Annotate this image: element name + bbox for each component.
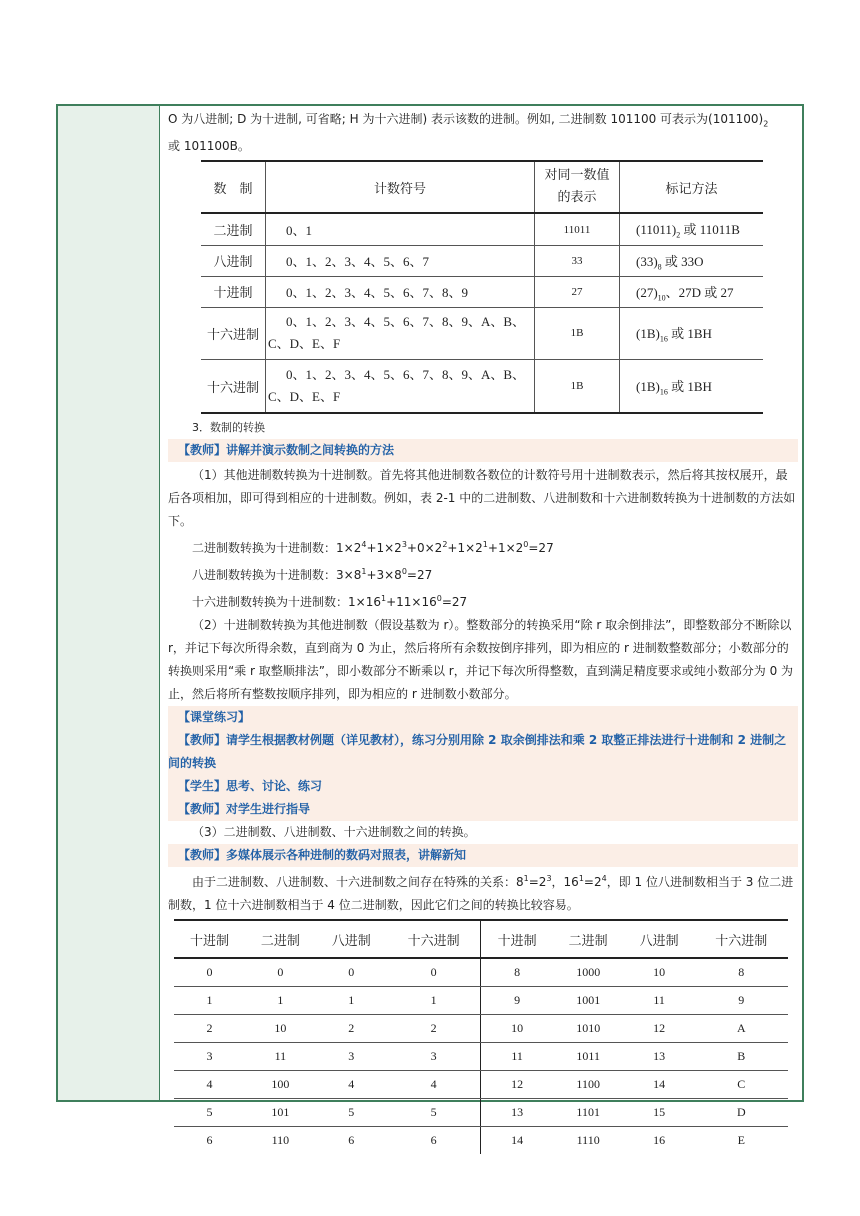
table-cell: 5	[316, 1099, 387, 1127]
t2-header: 十六进制	[387, 920, 481, 958]
paragraph: （3）二进制数、八进制数、十六进制数之间的转换。	[192, 825, 476, 840]
t1-cell: 二进制	[201, 213, 266, 245]
t1-header-mark: 标记方法	[620, 161, 764, 213]
table-cell: 100	[245, 1071, 316, 1099]
table-cell: C	[695, 1071, 788, 1099]
t2-header: 十进制	[481, 920, 553, 958]
t2-header: 十六进制	[695, 920, 788, 958]
table-cell: 5	[174, 1099, 245, 1127]
t1-cell: 27	[535, 276, 620, 307]
table-row	[174, 1015, 788, 1043]
t1-cell: 十六进制	[201, 307, 266, 359]
table-cell: A	[695, 1015, 788, 1043]
table-cell: 4	[174, 1071, 245, 1099]
table-cell: 101	[245, 1099, 316, 1127]
table-cell: 1	[387, 987, 481, 1015]
table-cell: 9	[481, 987, 553, 1015]
table-cell: 11	[481, 1043, 553, 1071]
t1-cell: 十六进制	[201, 359, 266, 413]
t2-header: 八进制	[316, 920, 387, 958]
table-cell: 0	[174, 958, 245, 987]
paragraph: （1）其他进制数转换为十进制数。首先将其他进制数各数位的计数符号用十进制数表示，然后将其按权展开，最后各项相加，即可得到相应的十进制数。例如，表 2-1 中的二进制数、八进制数和十六进制数转换为十进制数的方法如下。	[168, 468, 796, 529]
table-cell: 2	[174, 1015, 245, 1043]
t1-cell: $(1B)_{16}$ 或 1BH	[620, 307, 764, 359]
paragraph: （2）十进制数转换为其他进制数（假设基数为 r）。整数部分的转换采用“除 r 取余倒排法”，即整数部分不断除以 r，并记下每次所得余数，直到商为 0 为止，然后将所有余数按倒序排列，即为相应的 r 进制数整数部分；小数部分的转换则采用“乘 r 取整顺排法”，即小数部分不断乘以 r，并记下每次所得整数，直到满足精度要求或纯小数部分为 0 为止，然后将所有整数按顺序排列，即为相应的 r 进制数小数部分。	[168, 618, 794, 702]
table-cell: 1010	[553, 1015, 624, 1043]
table-cell: 8	[481, 958, 553, 987]
table-cell: B	[695, 1043, 788, 1071]
table-cell: 2	[316, 1015, 387, 1043]
left-column	[58, 106, 160, 1100]
table-cell: 3	[174, 1043, 245, 1071]
table-cell: 3	[316, 1043, 387, 1071]
paragraph: 由于二进制数、八进制数、十六进制数之间存在特殊的关系：$8^1=2^3$，$16^1=2^4$，即 1 位八进制数相当于 3 位二进制数，1 位十六进制数相当于 4 位二进制数，因此它们之间的转换比较容易。	[168, 874, 794, 913]
formula-octal: 八进制数转换为十进制数：$3\times 8^1+3\times 8^0=27$	[192, 567, 433, 583]
intro-line2: 或 101100B。	[168, 139, 250, 154]
t1-header-symbols: 计数符号	[266, 161, 535, 213]
table-cell: 10	[624, 958, 695, 987]
teacher-note: 【教师】多媒体展示各种进制的数码对照表，讲解新知	[168, 844, 798, 867]
table-row	[174, 1127, 788, 1155]
intro-line1: O 为八进制; D 为十进制, 可省略; H 为十六进制) 表示该数的进制。例如, 二进制数 101100 可表示为(101100)	[168, 112, 764, 126]
t2-header: 八进制	[624, 920, 695, 958]
table-cell: 0	[387, 958, 481, 987]
t1-header-value: 对同一数值的表示	[535, 161, 620, 213]
table-row	[174, 1071, 788, 1099]
table-cell: 1110	[576, 1133, 600, 1148]
t1-cell: 1B	[535, 359, 620, 413]
formula-binary: 二进制数转换为十进制数：$1\times 2^4+1\times 2^3+0\times 2^2+1\times 2^1+1\times 2^0=27$	[192, 540, 554, 556]
table-cell: 12	[481, 1071, 553, 1099]
number-system-table	[201, 160, 763, 414]
t2-header: 二进制	[245, 920, 316, 958]
table-row	[201, 307, 763, 359]
table-cell: 14	[511, 1133, 524, 1148]
table-cell: 1	[316, 987, 387, 1015]
table-cell: 10	[481, 1015, 553, 1043]
section-heading: 3．数制的转换	[192, 421, 265, 435]
intro-sub: 2	[763, 119, 769, 129]
table-row	[174, 987, 788, 1015]
table-cell: 1011	[553, 1043, 624, 1071]
table-cell: 110	[271, 1133, 290, 1148]
t1-cell: 十进制	[201, 276, 266, 307]
lesson-frame	[56, 104, 804, 1148]
student-note: 【学生】思考、讨论、练习	[168, 775, 798, 798]
table-cell: 8	[695, 958, 788, 987]
t1-cell: 八进制	[201, 245, 266, 276]
teacher-note: 【教师】请学生根据教材例题（详见教材），练习分别用除 2 取余倒排法和乘 2 取整正排法进行十进制和 2 进制之间的转换	[168, 729, 798, 775]
formula-hex: 十六进制数转换为十进制数：$1\times 16^1+11\times 16^0=27$	[192, 594, 468, 610]
table-row	[174, 1043, 788, 1071]
t1-cell: 0、1、2、3、4、5、6、7、8、9、A、B、C、D、E、F	[266, 359, 535, 413]
table-cell: 1000	[553, 958, 624, 987]
table-cell: 13	[624, 1043, 695, 1071]
table-cell: 0	[245, 958, 316, 987]
table-cell: 15	[624, 1099, 695, 1127]
table-cell: 14	[624, 1071, 695, 1099]
table-row	[201, 245, 763, 276]
table-row	[201, 276, 763, 307]
table-cell: 1100	[553, 1071, 624, 1099]
table-cell: 6	[387, 1127, 481, 1155]
table-cell: 4	[316, 1071, 387, 1099]
t1-cell: 0、1、2、3、4、5、6、7、8、9	[266, 276, 535, 307]
table-cell: 13	[481, 1099, 553, 1127]
intro-paragraph	[168, 108, 798, 158]
t1-cell: 0、1、2、3、4、5、6、7、8、9、A、B、C、D、E、F	[266, 307, 535, 359]
table-cell: 2	[387, 1015, 481, 1043]
t1-cell: $(1B)_{16}$ 或 1BH	[620, 359, 764, 413]
table-cell: 10	[245, 1015, 316, 1043]
table-cell: 3	[387, 1043, 481, 1071]
table-cell: D	[695, 1099, 788, 1127]
t1-cell: $(27)_{10}$、27D 或 27	[620, 276, 764, 307]
t1-cell: 0、1、2、3、4、5、6、7	[266, 245, 535, 276]
t1-cell: $(33)_8$ 或 33O	[620, 245, 764, 276]
table-cell: 12	[624, 1015, 695, 1043]
table-cell: 6	[206, 1133, 213, 1148]
table-cell: 6	[348, 1133, 355, 1148]
table-cell: 5	[387, 1099, 481, 1127]
t1-cell: 0、1	[266, 213, 535, 245]
table-cell: 1001	[553, 987, 624, 1015]
teacher-note: 【教师】对学生进行指导	[168, 798, 798, 821]
t1-header-system: 数 制	[201, 161, 266, 213]
table-cell: 11	[245, 1043, 316, 1071]
table-cell: 1	[174, 987, 245, 1015]
table-row	[174, 1099, 788, 1127]
code-comparison-table	[174, 919, 788, 1154]
table-row	[174, 958, 788, 987]
table-row	[201, 213, 763, 245]
table-cell: E	[737, 1133, 745, 1148]
table-row	[201, 359, 763, 413]
table-cell: 16	[653, 1133, 666, 1148]
t1-cell: 33	[535, 245, 620, 276]
t2-header: 二进制	[553, 920, 624, 958]
table-cell: 0	[316, 958, 387, 987]
t1-cell: 1B	[535, 307, 620, 359]
t1-cell: $(11011)_2$ 或 11011B	[620, 213, 764, 245]
table-cell: 9	[695, 987, 788, 1015]
practice-heading: 【课堂练习】	[168, 706, 798, 729]
table-cell: 4	[387, 1071, 481, 1099]
table-cell: 1	[245, 987, 316, 1015]
teacher-note: 【教师】讲解并演示数制之间转换的方法	[168, 439, 798, 462]
t2-header: 十进制	[174, 920, 245, 958]
content-column	[168, 106, 798, 1154]
t1-cell: 11011	[535, 213, 620, 245]
table-cell: 11	[624, 987, 695, 1015]
table-cell: 1101	[553, 1099, 624, 1127]
